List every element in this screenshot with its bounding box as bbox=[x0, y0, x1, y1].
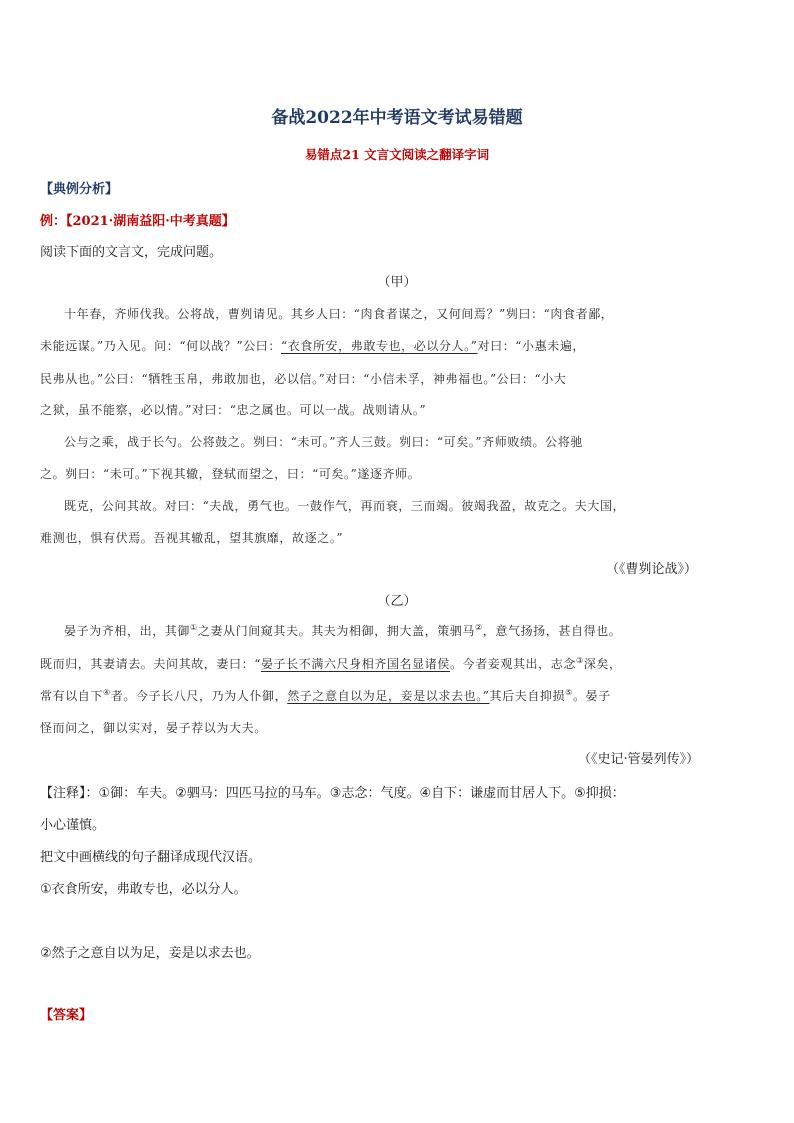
passage-b-line bbox=[40, 655, 622, 672]
footnote-mark: ② bbox=[475, 623, 483, 632]
notes-text-continued: 小心谨慎。 bbox=[40, 818, 106, 833]
instruction-text: 阅读下面的文言文，完成问题。 bbox=[40, 245, 223, 260]
passage-a-line: 之狱，虽不能察，必以情。”对曰：“忠之属也。可以一战。战则请从。” bbox=[40, 403, 427, 417]
footnote-mark: ⑤ bbox=[565, 688, 573, 697]
question-item-1: ①衣食所安，弗敢专也，必以分人。 bbox=[40, 882, 247, 897]
passage-a-line bbox=[40, 337, 585, 354]
passage-b-source: （《史记·管晏列传》） bbox=[578, 752, 700, 767]
passage-b-text: 之妻从门间窥其夫。其夫为相御，拥大盖，策驷马 bbox=[197, 624, 475, 638]
passage-b-text: 常有以自下 bbox=[40, 689, 104, 703]
answer-label: 【答案】 bbox=[40, 1008, 93, 1023]
page-subtitle: 易错点21 文言文阅读之翻译字词 bbox=[304, 147, 490, 162]
question-prompt: 把文中画横线的句子翻译成现代汉语。 bbox=[40, 850, 262, 865]
passage-b-text: 其后夫自抑损 bbox=[489, 689, 566, 703]
passage-b-text: 者。今子长八尺，乃为人仆御， bbox=[110, 689, 288, 703]
passage-a-source: （《曹刿论战》） bbox=[606, 562, 698, 577]
passage-b-text: 。晏子 bbox=[572, 689, 611, 703]
footnote-mark: ③ bbox=[575, 656, 584, 665]
passage-a-line: 十年春，齐师伐我。公将战，曹刿请见。其乡人曰：“肉食者谋之，又何间焉？”刿曰：“肉食者鄙， bbox=[64, 307, 614, 321]
underlined-sentence-1: “衣食所安，弗敢专也，必以分人。” bbox=[281, 339, 478, 353]
passage-a-label: （甲） bbox=[377, 275, 417, 290]
passage-a-text: 对曰：“小惠未遍， bbox=[477, 339, 586, 353]
passage-b-text: 晏子为齐相，出，其御 bbox=[64, 624, 191, 638]
passage-a-line: 既克，公问其故。对曰：“夫战，勇气也。一鼓作气，再而衰，三而竭。彼竭我盈，故克之。夫大国， bbox=[64, 499, 626, 513]
passage-a-line: 之。刿曰：“未可。”下视其辙，登轼而望之，曰：“可矣。”遂逐齐师。 bbox=[40, 467, 421, 481]
underlined-phrase: 晏子长不满六尺身相齐国名显诸侯 bbox=[260, 657, 450, 671]
question-item-2: ②然子之意自以为足，妾是以求去也。 bbox=[40, 946, 260, 961]
passage-b-text: 既而归，其妻请去。夫问其故，妻曰：“ bbox=[40, 657, 261, 671]
section-label: 【典例分析】 bbox=[40, 182, 119, 197]
passage-b-text: 。今者妾观其出，志念 bbox=[449, 657, 576, 671]
passage-b-text: 深矣， bbox=[583, 657, 622, 671]
passage-a-line: 难测也，惧有伏焉。吾视其辙乱，望其旗靡，故逐之。” bbox=[40, 531, 344, 545]
footnote-mark: ④ bbox=[103, 688, 111, 697]
passage-b-label: （乙） bbox=[377, 594, 417, 609]
example-label: 例：【2021·湖南益阳·中考真题】 bbox=[40, 214, 235, 229]
passage-a-line: 民弗从也。”公曰：“牺牲玉帛，弗敢加也，必以信。”对曰：“小信未孚，神弗福也。”公曰：“小大 bbox=[40, 372, 567, 386]
page-title: 备战2022年中考语文考试易错题 bbox=[271, 108, 523, 128]
passage-a-text: 未能远谋。”乃入见。问：“何以战？”公曰： bbox=[40, 339, 282, 353]
footnote-mark: ① bbox=[190, 623, 198, 632]
passage-b-line: 怪而问之，御以实对，晏子荐以为大夫。 bbox=[40, 721, 267, 735]
passage-b-line bbox=[64, 622, 621, 639]
passage-b-line bbox=[40, 687, 611, 704]
passage-b-text: ，意气扬扬，甚自得也。 bbox=[482, 624, 622, 638]
underlined-sentence-2: 然子之意自以为足，妾是以求去也。” bbox=[287, 689, 490, 703]
notes-text: 【注释】：①御：车夫。②驷马：四匹马拉的马车。③志念：气度。④自下：谦虚而甘居人下。⑤抑损： bbox=[40, 786, 625, 801]
passage-a-line: 公与之乘，战于长勺。公将鼓之。刿曰：“未可。”齐人三鼓。刿曰：“可矣。”齐师败绩。公将驰 bbox=[64, 435, 583, 449]
